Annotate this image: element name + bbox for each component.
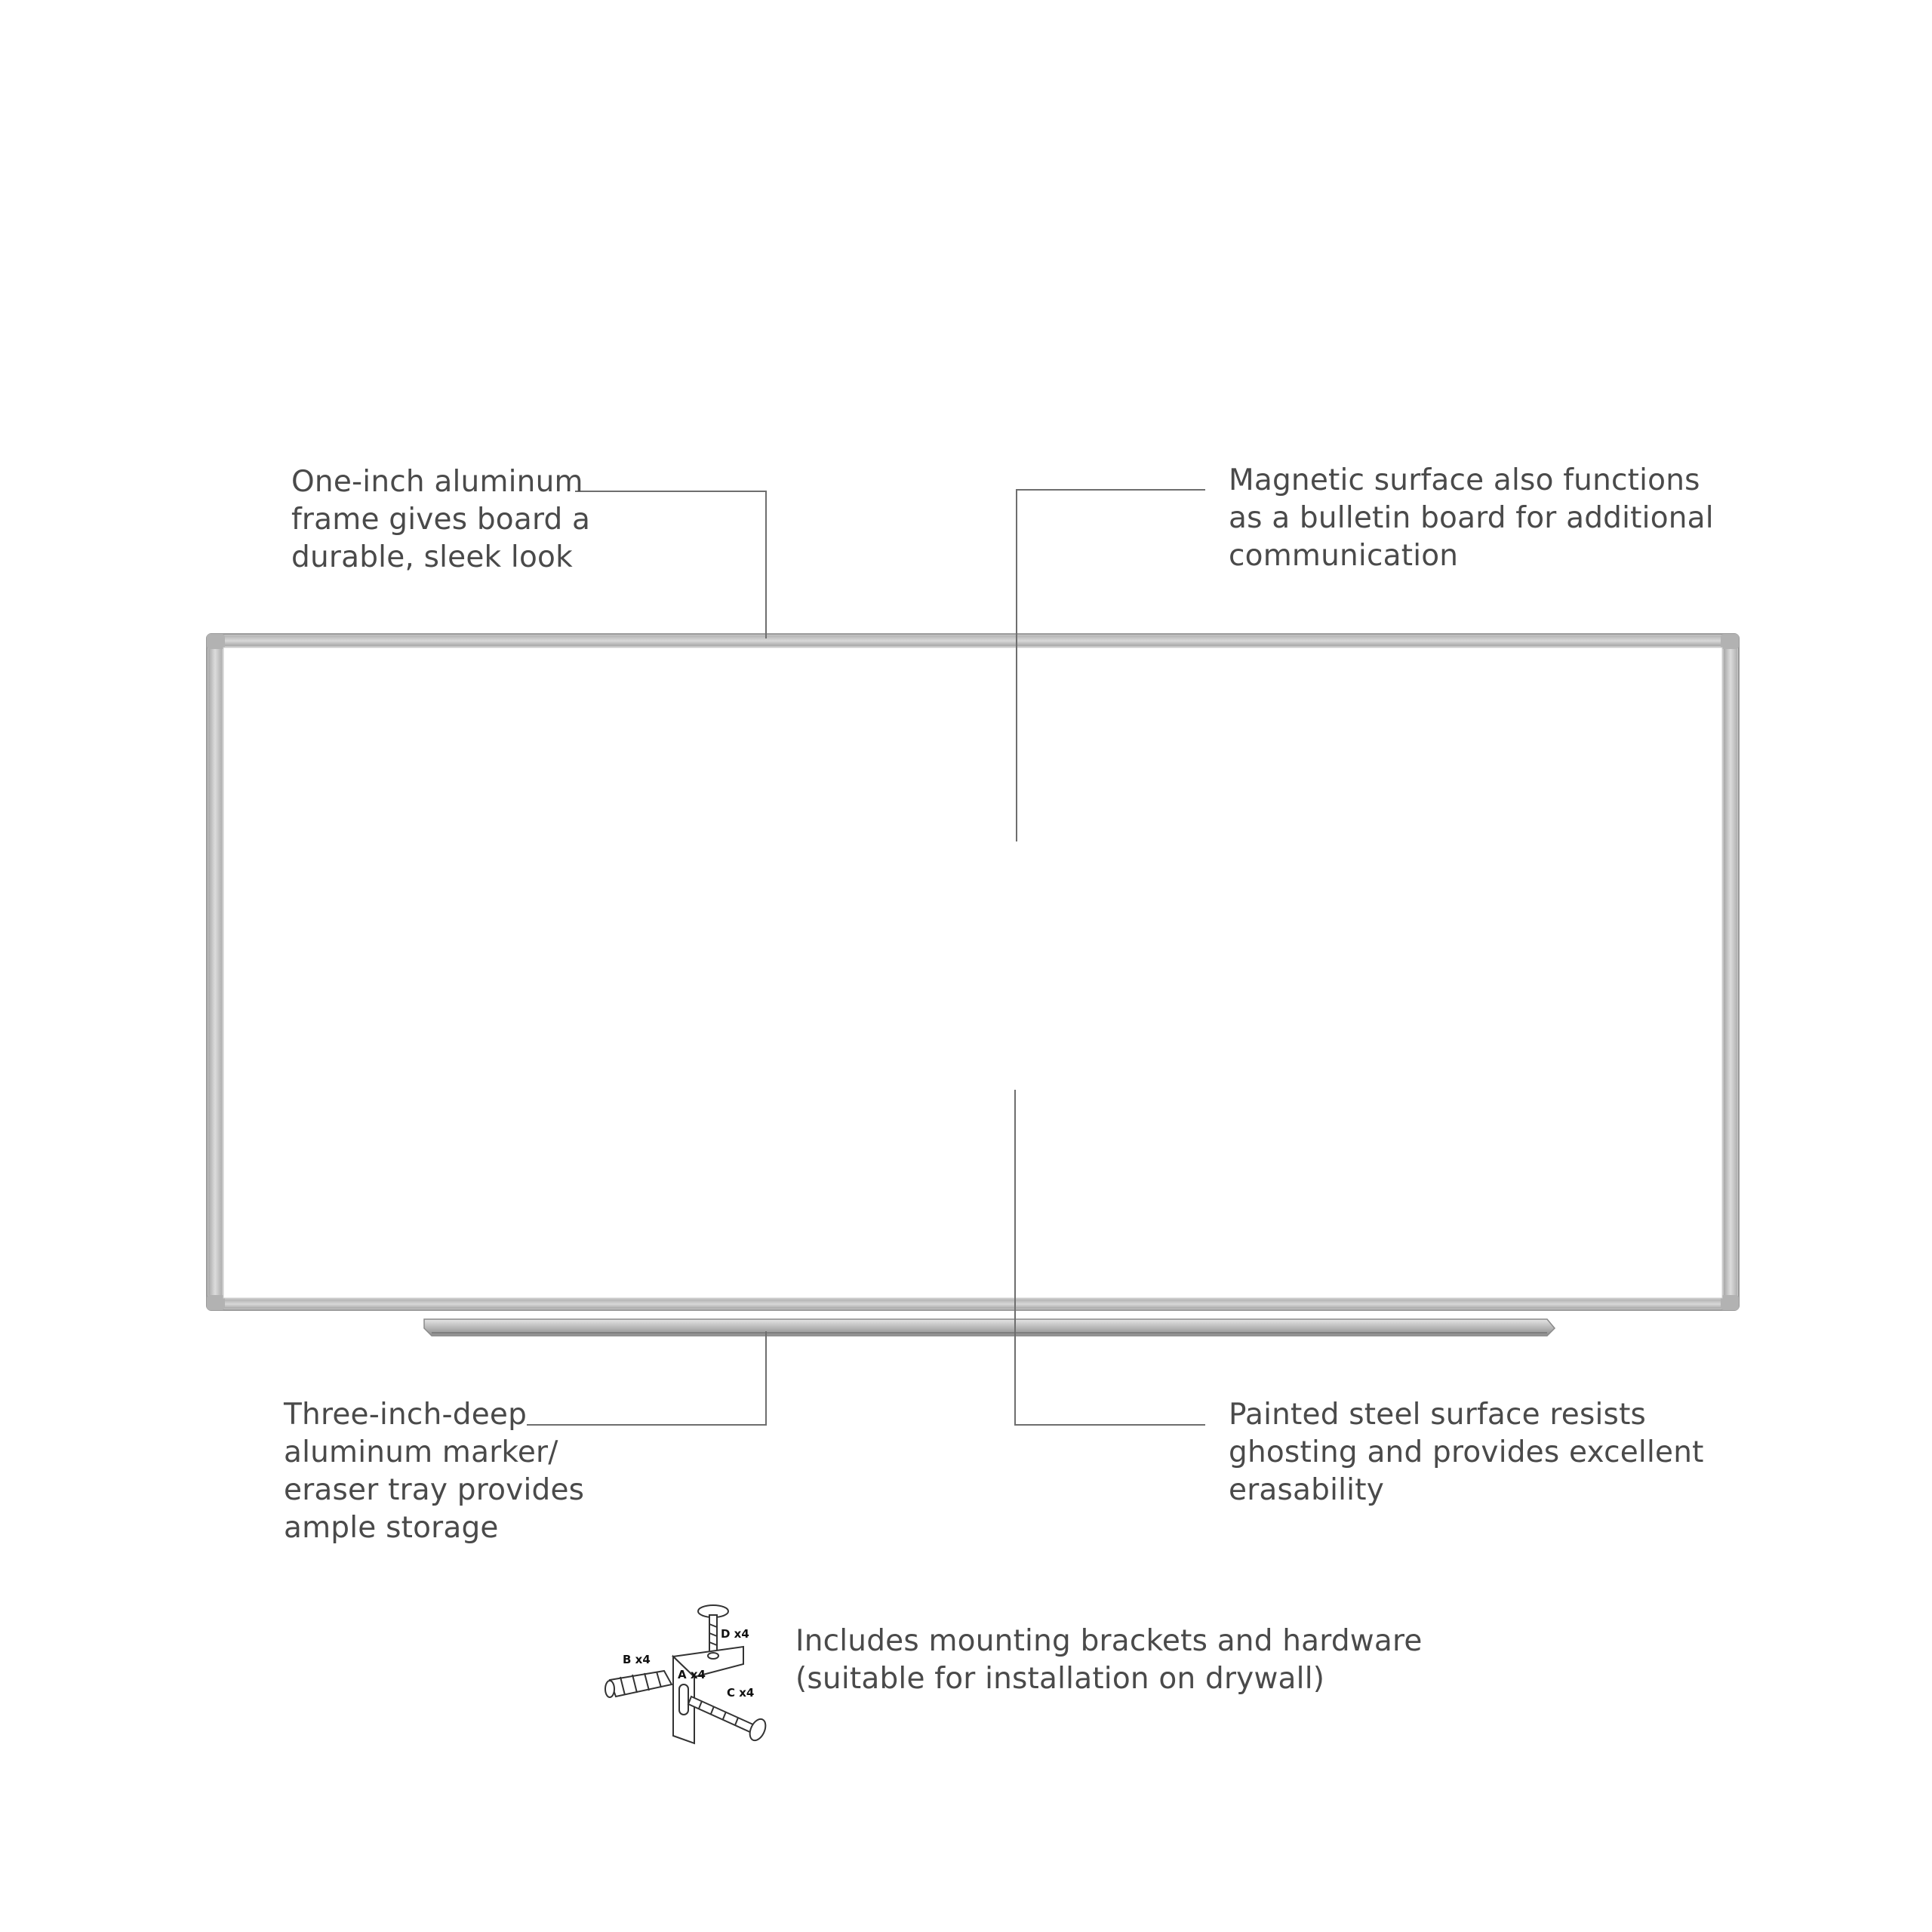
corner-cap-top-left [207,634,225,649]
callout-line: Three-inch-deep [284,1398,528,1432]
frame-right-rail [1724,635,1737,1309]
hardware-label-a: A x4 [678,1668,706,1681]
callout-line: Painted steel surface resists [1229,1398,1647,1432]
hardware-label-b: B x4 [623,1653,651,1666]
callout-line: One-inch aluminum [291,465,583,499]
callout-marker-tray [284,1396,584,1547]
callout-line: aluminum marker/ [284,1435,558,1469]
callout-line: communication [1229,539,1459,573]
frame-bottom-rail [208,1300,1737,1309]
callout-line: erasability [1229,1473,1384,1507]
callout-painted-steel [1229,1396,1704,1509]
callout-magnetic-surface [1229,462,1714,575]
hardware-part-b-icon [605,1671,672,1697]
callout-mounting-hardware [795,1623,1423,1698]
corner-cap-bottom-right [1721,1295,1739,1310]
whiteboard [207,634,1739,1310]
callout-line: as a bulletin board for additional [1229,501,1714,535]
hardware-label-d: D x4 [721,1627,749,1641]
marker-tray [424,1319,1555,1336]
callout-line: eraser tray provides [284,1473,585,1507]
callout-line: frame gives board a [291,503,591,537]
mounting-hardware-illustration [605,1605,768,1743]
hardware-part-c-icon [688,1697,768,1743]
frame-left-rail [208,635,222,1309]
board-writing-surface [223,648,1722,1298]
frame-top-rail [208,635,1737,646]
callout-line: Magnetic surface also functions [1229,463,1700,497]
callout-line: ample storage [284,1511,499,1545]
callout-line: (suitable for installation on drywall) [795,1662,1325,1696]
corner-cap-bottom-left [207,1295,225,1310]
callout-aluminum-frame [291,463,590,577]
corner-cap-top-right [1721,634,1739,649]
hardware-label-c: C x4 [727,1686,755,1700]
callout-line: Includes mounting brackets and hardware [795,1624,1423,1658]
callout-line: durable, sleek look [291,540,573,574]
leader-line-frame [575,491,766,638]
callout-line: ghosting and provides excellent [1229,1435,1704,1469]
